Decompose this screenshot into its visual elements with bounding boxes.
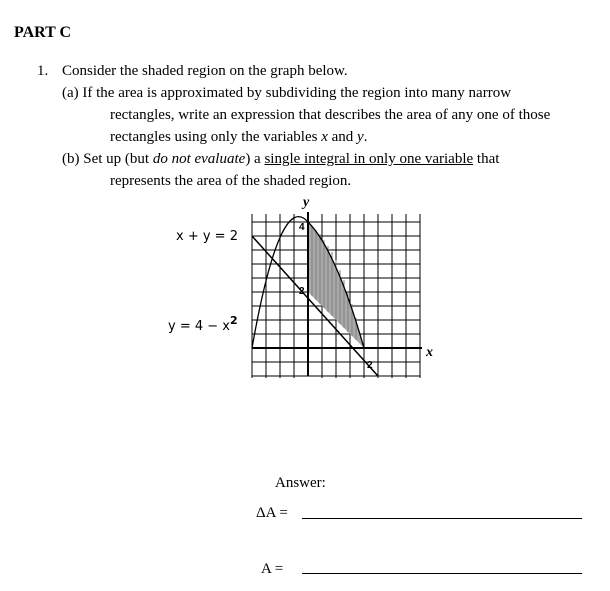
part-b-line-1: [62, 148, 499, 170]
and-word: and: [327, 129, 358, 145]
part-a-line-3: [110, 126, 367, 148]
a-label: A =: [261, 561, 284, 577]
part-b-prefix: (b) Set up (but: [62, 151, 153, 167]
section-heading: PART C: [14, 24, 72, 41]
question-number: 1.: [37, 63, 49, 79]
part-a-line-3-text: rectangles using only the variables: [110, 129, 322, 145]
part-a-line-1: (a) If the area is approximated by subdividing the region into many narrow: [62, 85, 512, 101]
parabola-exponent: 2: [229, 314, 238, 327]
delta-a-label: ΔA =: [256, 505, 288, 521]
part-b-middle: ) a: [245, 151, 265, 167]
part-b-suffix: that: [473, 151, 500, 167]
part-b-emphasis: do not evaluate: [152, 151, 246, 167]
part-a-line-2: rectangles, write an expression that describes the area of any one of those: [110, 107, 551, 123]
tick-label-2-y: 2: [299, 286, 305, 297]
region-graph: [160, 190, 450, 390]
y-axis-label: y: [303, 195, 310, 210]
answer-label: Answer:: [275, 475, 326, 491]
variable-x: x: [321, 129, 328, 145]
part-b-underlined: single integral in only one variable: [264, 151, 474, 167]
a-answer-line[interactable]: [302, 573, 582, 574]
part-b-line-2: represents the area of the shaded region.: [110, 173, 352, 189]
period: .: [363, 129, 368, 145]
question-prompt: Consider the shaded region on the graph below.: [62, 63, 348, 79]
tick-label-2-x: 2: [367, 360, 373, 371]
x-axis-label: x: [426, 345, 433, 360]
line-equation-label: x + y = 2: [176, 229, 238, 244]
tick-label-4: 4: [299, 222, 305, 233]
variable-y: y: [357, 129, 364, 145]
delta-a-answer-line[interactable]: [302, 518, 582, 519]
parabola-equation-label: [168, 314, 238, 334]
parabola-equation-lhs: y = 4 − x: [168, 319, 230, 334]
